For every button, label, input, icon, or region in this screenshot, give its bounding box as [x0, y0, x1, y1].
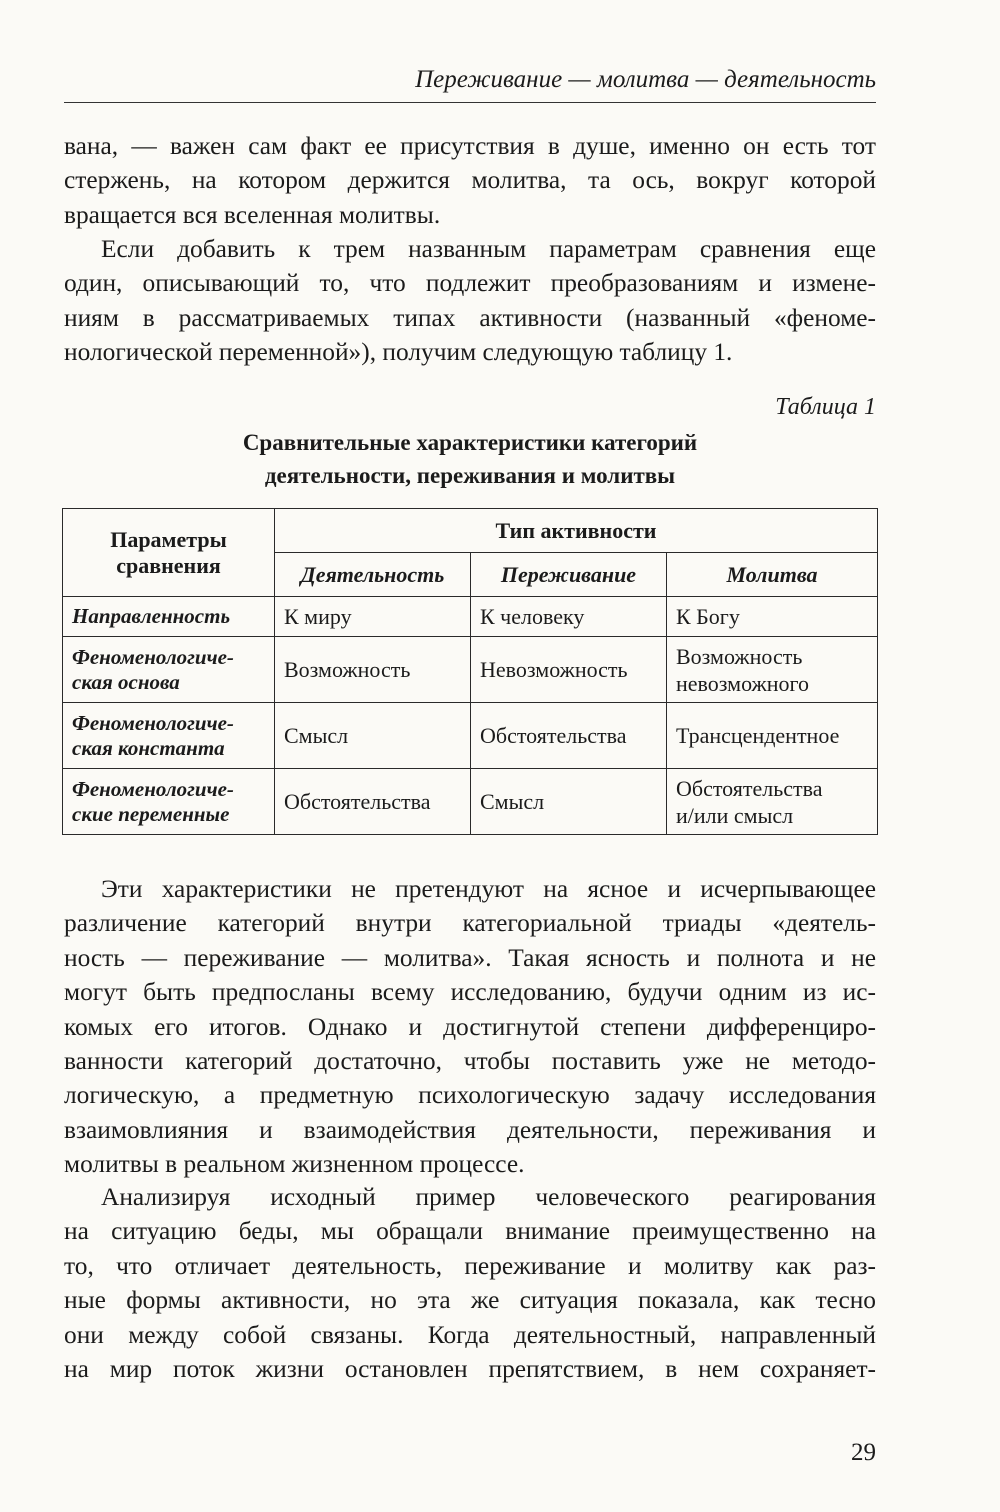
text-line: на мир поток жизни остановлен препятствием, в нем сохраняет-: [64, 1354, 876, 1383]
type-header: Тип активности: [275, 509, 878, 553]
table-title: [64, 426, 876, 492]
text-line: ные формы активности, но эта же ситуация показала, как тесно: [64, 1286, 876, 1315]
table-header-row: [63, 509, 878, 553]
cell-line: Невозможность: [480, 657, 628, 682]
text-line: Эти характеристики не претендуют на ясное и исчерпывающее: [101, 875, 876, 903]
cell-line: Обстоятельства: [284, 789, 431, 814]
text-line: стержень, на котором держится молитва, та ось, вокруг которой: [64, 166, 876, 195]
table-cell: [275, 597, 471, 637]
table-cell: [667, 703, 878, 769]
text-line: ниям в рассматриваемых типах активности (названный «феноме-: [64, 303, 876, 332]
column-header: Молитва: [667, 553, 878, 597]
cell-line: и/или смысл: [676, 802, 794, 828]
row-label-line: Направленность: [72, 604, 231, 628]
table-cell: [275, 703, 471, 769]
text-line: Анализируя исходный пример человеческого реагирования: [101, 1183, 876, 1211]
table-cell: [471, 703, 667, 769]
text-line: один, описывающий то, что подлежит преобразованиям и измене-: [64, 269, 876, 298]
param-header: [63, 509, 275, 597]
row-label: [63, 637, 275, 703]
table-cell: [471, 637, 667, 703]
table-row: [63, 597, 878, 637]
row-label: [63, 769, 275, 835]
text-line: на ситуацию беды, мы обращали внимание преимущественно на: [64, 1217, 876, 1246]
row-label-line: ская константа: [72, 735, 225, 760]
text-line: ванности категорий достаточно, чтобы поставить уже не методо-: [64, 1046, 876, 1075]
cell-line: Смысл: [480, 789, 545, 814]
table-row: [63, 769, 878, 835]
param-header-line: Параметры: [110, 526, 227, 552]
paragraph-3: [64, 872, 876, 1182]
param-header-line: сравнения: [116, 552, 221, 578]
cell-line: Трансцендентное: [676, 723, 840, 748]
cell-line: К Богу: [676, 604, 740, 629]
row-label-line: ские переменные: [72, 801, 230, 826]
table-cell: [275, 769, 471, 835]
table-cell: [667, 769, 878, 835]
table-cell: [275, 637, 471, 703]
text-line: взаимовлияния и взаимодействия деятельности, переживания и: [64, 1115, 876, 1144]
cell-line: К миру: [284, 604, 352, 629]
row-label: [63, 703, 275, 769]
table-row: [63, 637, 878, 703]
row-label-line: Феноменологиче-: [72, 710, 234, 735]
text-line: вращается вся вселенная молитвы.: [64, 200, 441, 229]
paragraph-1: [64, 129, 876, 232]
paragraph-4: [64, 1180, 876, 1386]
row-label-line: Феноменологиче-: [72, 644, 234, 669]
header-rule: [64, 102, 876, 103]
cell-line: Возможность: [284, 657, 411, 682]
text-line: ность — переживание — молитва». Такая ясность и полнота и не: [64, 943, 876, 972]
comparison-table: [62, 508, 878, 835]
text-line: они между собой связаны. Когда деятельностный, направленный: [64, 1320, 876, 1349]
table-title-line: Сравнительные характеристики категорий: [242, 430, 698, 455]
text-line: Если добавить к трем названным параметрам сравнения еще: [101, 235, 876, 263]
cell-line: Возможность: [676, 643, 803, 669]
text-line: логическую, а предметную психологическую задачу исследования: [64, 1081, 876, 1110]
text-line: вана, — важен сам факт ее присутствия в душе, именно он есть тот: [64, 132, 876, 160]
row-label-line: Феноменологиче-: [72, 776, 234, 801]
page-number: 29: [851, 1439, 876, 1466]
row-label-line: ская основа: [72, 669, 180, 694]
table-cell: [667, 637, 878, 703]
table-cell: [471, 769, 667, 835]
paragraph-2: [64, 232, 876, 370]
text-line: могут быть предпосланы всему исследованию, будучи одним из ис-: [64, 978, 876, 1007]
table-title-line: деятельности, переживания и молитвы: [264, 463, 676, 488]
cell-line: Смысл: [284, 723, 349, 748]
row-label: [63, 597, 275, 637]
text-line: молитвы в реальном жизненном процессе.: [64, 1150, 525, 1179]
table-label: Таблица 1: [775, 394, 876, 420]
text-line: то, что отличает деятельность, переживание и молитву как раз-: [64, 1251, 876, 1280]
column-header: Переживание: [471, 553, 667, 597]
table-cell: [471, 597, 667, 637]
text-line: нологической переменной»), получим следующую таблицу 1.: [64, 338, 733, 367]
cell-line: К человеку: [480, 604, 585, 629]
cell-line: Обстоятельства: [480, 723, 627, 748]
table-cell: [667, 597, 878, 637]
text-line: различение категорий внутри категориальной триады «деятель-: [64, 909, 876, 938]
running-head: Переживание — молитва — деятельность: [415, 66, 876, 93]
column-header: Деятельность: [275, 553, 471, 597]
cell-line: невозможного: [676, 670, 809, 696]
cell-line: Обстоятельства: [676, 775, 823, 801]
text-line: комых его итогов. Однако и достигнутой степени дифференциро-: [64, 1012, 876, 1041]
table-row: [63, 703, 878, 769]
